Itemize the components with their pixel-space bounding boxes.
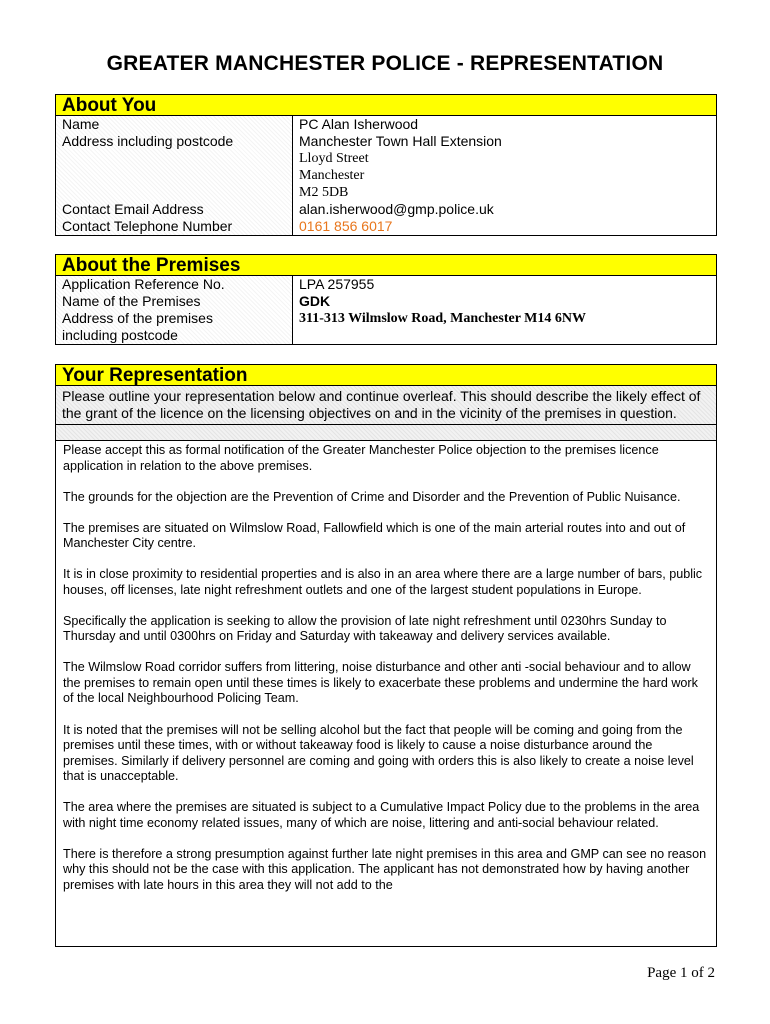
- about-premises-table: [55, 276, 717, 345]
- about-you-labels: [56, 116, 293, 235]
- value-address-line1[interactable]: Manchester Town Hall Extension: [299, 133, 502, 149]
- label-premises-postcode: including postcode: [62, 327, 178, 343]
- representation-paragraph: Please accept this as formal notification of the Greater Manchester Police objection to the premises licence application in relation to the above premises.: [63, 443, 659, 473]
- representation-instructions: Please outline your representation below and continue overleaf. This should describe the likely effect of the grant of the licence on the licensing objectives on and in the vicinity of the premises in question.: [55, 386, 717, 425]
- page-title: GREATER MANCHESTER POLICE - REPRESENTATION: [106, 52, 664, 75]
- label-ref: Application Reference No.: [62, 276, 225, 292]
- value-phone[interactable]: 0161 856 6017: [299, 218, 393, 234]
- value-email[interactable]: alan.isherwood@gmp.police.uk: [299, 201, 494, 217]
- page-number: Page 1 of 2: [647, 965, 715, 981]
- representation-paragraph: The premises are situated on Wilmslow Road, Fallowfield which is one of the main arterial routes into and out of Manchester City centre.: [63, 520, 686, 551]
- value-name[interactable]: PC Alan Isherwood: [299, 116, 419, 132]
- value-premises-name[interactable]: GDK: [299, 293, 331, 309]
- representation-paragraph: There is therefore a strong presumption against further late night premises in this area and GMP can see no reason why this should not be the case with this application. The applicant has not demonstrated how by having another premises with late hours in this area they will not add to the: [63, 846, 707, 892]
- representation-paragraph: It is in close proximity to residential properties and is also in an area where there are a large number of bars, public houses, off licenses, late night refreshment outlets and one of the largest student populations in Europe.: [63, 567, 703, 597]
- label-email: Contact Email Address: [62, 201, 204, 217]
- about-you-header: About You: [55, 94, 717, 116]
- label-spacer: [62, 167, 292, 184]
- representation-spacer: [55, 425, 717, 441]
- value-address-line3[interactable]: Manchester: [299, 168, 365, 183]
- label-premises-address: Address of the premises: [62, 310, 213, 326]
- label-address: Address including postcode: [62, 133, 234, 149]
- representation-paragraph: Specifically the application is seeking to allow the provision of late night refreshment until 0230hrs Sunday to Thursday and until 0300hrs on Friday and Saturday with takeaway and delivery services available.: [63, 613, 667, 644]
- representation-paragraph: The grounds for the objection are the Prevention of Crime and Disorder and the Prevention of Public Nuisance.: [63, 489, 681, 504]
- representation-section: [55, 364, 717, 947]
- about-you-table: [55, 116, 717, 236]
- representation-text-area[interactable]: [55, 441, 717, 947]
- value-address-line2[interactable]: Lloyd Street: [299, 151, 369, 166]
- label-name: Name: [62, 116, 100, 132]
- about-premises-labels: [56, 276, 293, 344]
- value-address-line4[interactable]: M2 5DB: [299, 185, 349, 200]
- representation-header: Your Representation: [55, 364, 717, 386]
- representation-paragraph: The area where the premises are situated is subject to a Cumulative Impact Policy due to the problems in the area with night time economy related issues, many of which are noise, littering and anti-social behaviour related.: [63, 800, 700, 830]
- label-spacer: [62, 150, 292, 167]
- about-premises-values: [293, 276, 716, 344]
- value-premises-address[interactable]: 311-313 Wilmslow Road, Manchester M14 6NW: [299, 311, 586, 326]
- value-ref[interactable]: LPA 257955: [299, 276, 375, 292]
- label-spacer: [62, 184, 292, 201]
- about-you-section: [55, 94, 717, 236]
- representation-paragraph: The Wilmslow Road corridor suffers from littering, noise disturbance and other anti -social behaviour and to allow the premises to remain open until these times is likely to exacerbate these problems and undermine the hard work of the local Neighbourhood Policing Team.: [63, 660, 698, 706]
- label-phone: Contact Telephone Number: [62, 218, 233, 234]
- label-premises-name: Name of the Premises: [62, 293, 201, 309]
- about-premises-header: About the Premises: [55, 254, 717, 276]
- about-you-values: [293, 116, 716, 235]
- representation-paragraph: It is noted that the premises will not be selling alcohol but the fact that people will be coming and going from the premises until these times, with or without takeaway food is likely to cause a noise disturbance around the premises. Similarly if delivery personnel are coming and going with orders this is also likely to create a noise level that is unacceptable.: [63, 722, 694, 784]
- about-premises-section: [55, 254, 717, 345]
